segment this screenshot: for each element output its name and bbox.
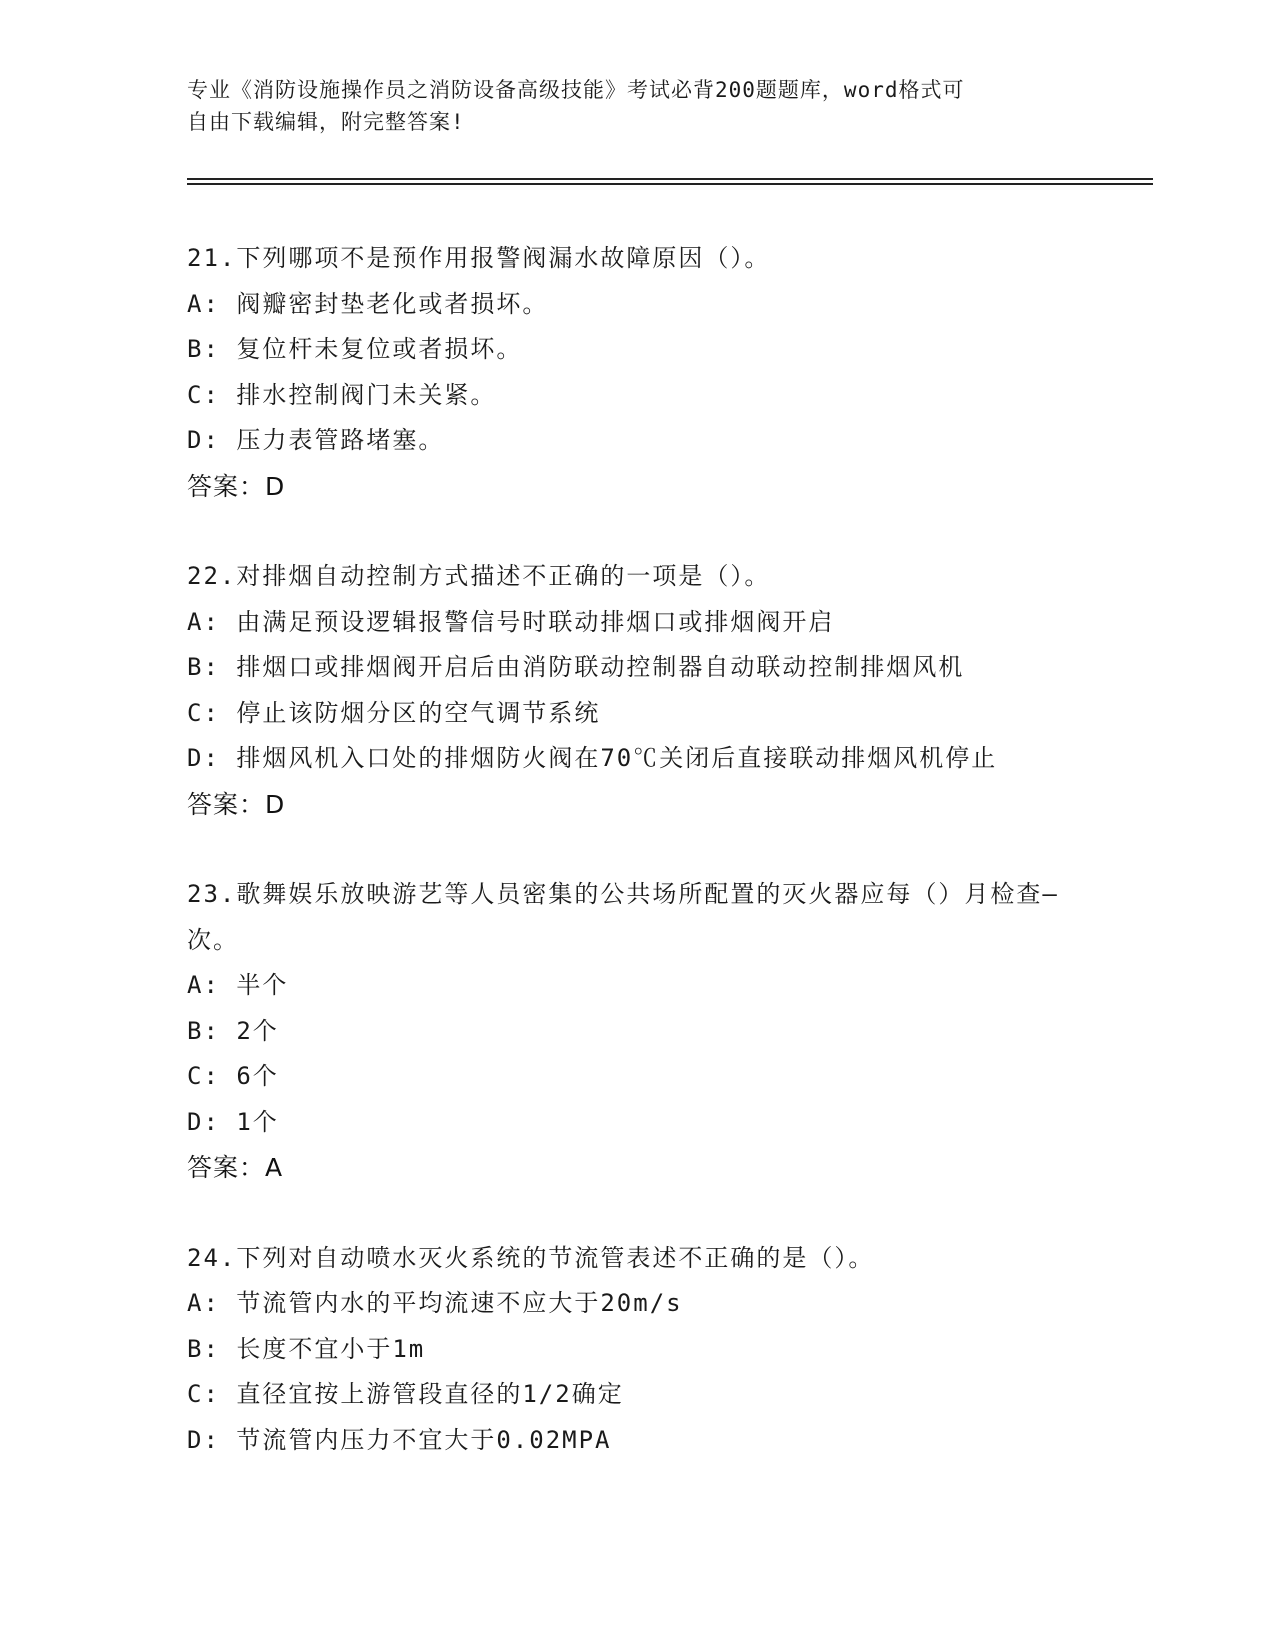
answer-label: 答案：D <box>187 789 286 819</box>
question-stem: 21.下列哪项不是预作用报警阀漏水故障原因（）。 <box>187 244 771 272</box>
option-b: B: 长度不宜小于1m <box>187 1334 426 1363</box>
option-b: B: 排烟口或排烟阀开启后由消防联动控制器自动联动控制排烟风机 <box>187 653 965 681</box>
answer-label: 答案：D <box>187 471 286 501</box>
question-22 <box>187 554 1107 827</box>
option-d: D: 排烟风机入口处的排烟防火阀在70℃关闭后直接联动排烟风机停止 <box>187 744 998 772</box>
option-d: D: 节流管内压力不宜大于0.02MPA <box>187 1425 612 1454</box>
option-d: D: 1个 <box>187 1107 279 1136</box>
option-c: C: 排水控制阀门未关紧。 <box>187 380 497 409</box>
answer-label: 答案：A <box>187 1153 284 1182</box>
question-stem: 23.歌舞娱乐放映游艺等人员密集的公共场所配置的灭火器应每（）月检查—次。 <box>187 880 1059 954</box>
question-21 <box>187 236 1107 509</box>
option-b: B: 复位杆未复位或者损坏。 <box>187 335 523 363</box>
question-stem: 22.对排烟自动控制方式描述不正确的一项是（）。 <box>187 562 771 590</box>
header-line-2: 自由下载编辑，附完整答案! <box>187 110 465 134</box>
question-list <box>187 236 1107 1508</box>
question-24 <box>187 1236 1107 1464</box>
option-c: C: 停止该防烟分区的空气调节系统 <box>187 698 601 727</box>
question-23 <box>187 872 1107 1191</box>
question-stem: 24.下列对自动喷水灭火系统的节流管表述不正确的是（）。 <box>187 1243 875 1272</box>
option-c: C: 6个 <box>187 1062 279 1090</box>
option-c: C: 直径宜按上游管段直径的1/2确定 <box>187 1380 624 1408</box>
option-a: A: 由满足预设逻辑报警信号时联动排烟口或排烟阀开启 <box>187 607 835 636</box>
option-a: A: 节流管内水的平均流速不应大于20m/s <box>187 1289 683 1317</box>
header-divider-bottom <box>187 183 1153 185</box>
option-d: D: 压力表管路堵塞。 <box>187 426 445 454</box>
document-header <box>187 74 1087 138</box>
option-a: A: 阀瓣密封垫老化或者损坏。 <box>187 289 549 318</box>
header-divider-top <box>187 178 1153 180</box>
header-line-1: 专业《消防设施操作员之消防设备高级技能》考试必背200题题库，word格式可 <box>187 78 965 102</box>
option-b: B: 2个 <box>187 1016 279 1045</box>
option-a: A: 半个 <box>187 971 289 999</box>
